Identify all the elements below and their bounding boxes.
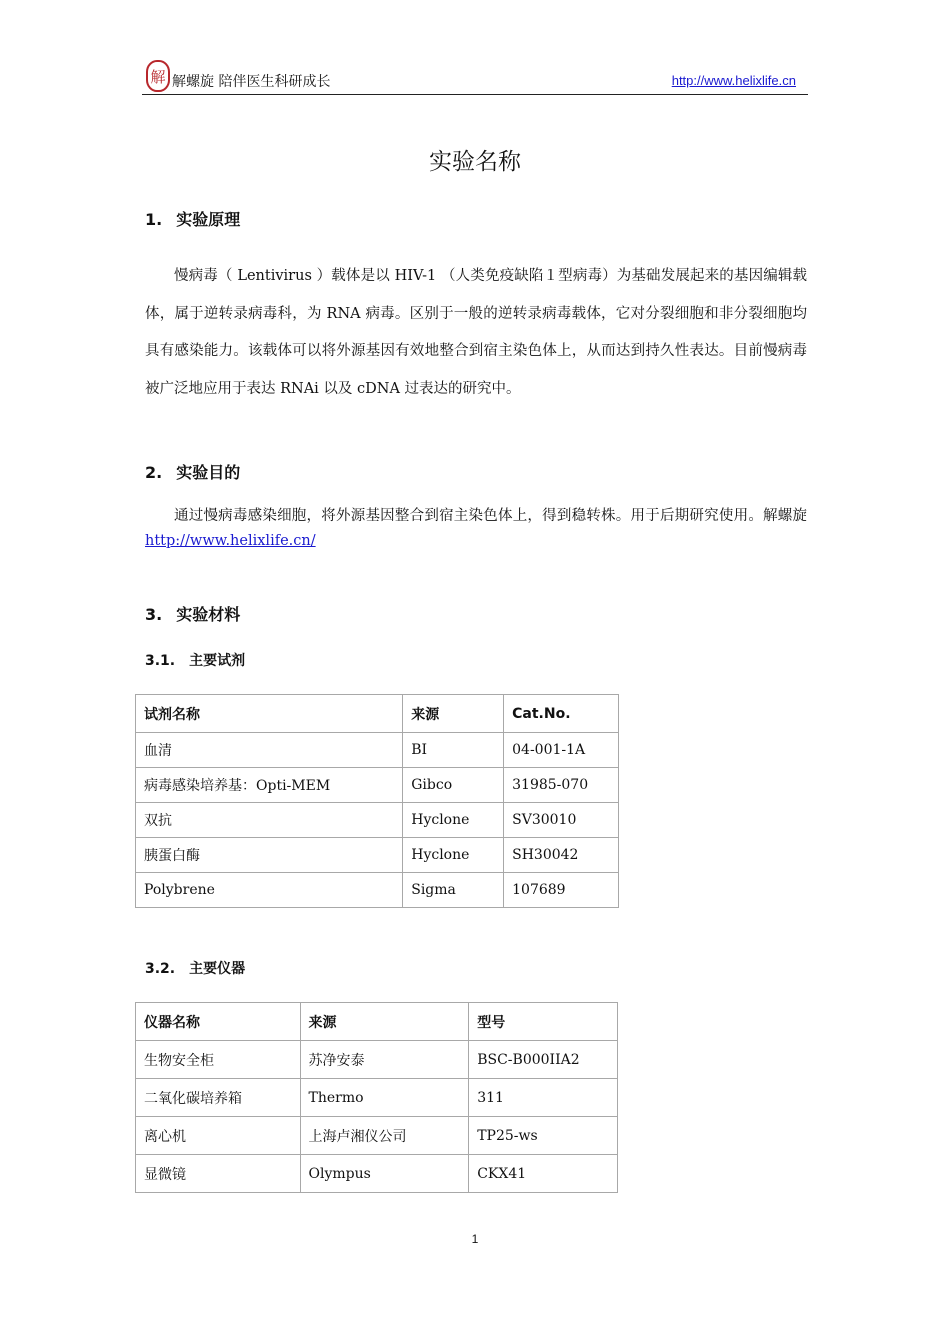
table-cell: BSC-B000IIA2 xyxy=(469,1041,618,1079)
column-header: 仪器名称 xyxy=(136,1003,301,1041)
reagents-table xyxy=(135,694,619,908)
principle-paragraph: 慢病毒（ Lentivirus ）载体是以 HIV-1 （人类免疫缺陷１型病毒）为基础发展起来的基因编辑载体，属于逆转录病毒科，为 RNA 病毒。区别于一般的逆转录病毒载体，它对分裂细胞和非分裂细胞均具有感染能力。该载体可以将外源基因有效地整合到宿主染色体上，从而达到持久性表达。目前慢病毒被广泛地应用于表达 RNAi 以及 cDNA 过表达的研究中。 xyxy=(145,268,807,397)
table-row xyxy=(136,873,619,908)
header-url-link[interactable]: http://www.helixlife.cn xyxy=(671,73,796,88)
table-cell: Gibco xyxy=(403,768,504,803)
table-cell: Hyclone xyxy=(403,838,504,873)
helixlife-logo-icon xyxy=(146,60,170,92)
column-header: 型号 xyxy=(469,1003,618,1041)
table-cell: Sigma xyxy=(403,873,504,908)
table-cell: BI xyxy=(403,733,504,768)
table-row xyxy=(136,1079,618,1117)
table-cell: 31985-070 xyxy=(504,768,619,803)
table-row xyxy=(136,733,619,768)
table-cell: 107689 xyxy=(504,873,619,908)
table-cell: 血清 xyxy=(136,733,403,768)
column-header: 来源 xyxy=(403,695,504,733)
table-cell: Thermo xyxy=(300,1079,469,1117)
table-cell: 04-001-1A xyxy=(504,733,619,768)
table-cell: 上海卢湘仪公司 xyxy=(300,1117,469,1155)
table-cell: Hyclone xyxy=(403,803,504,838)
table-row xyxy=(136,768,619,803)
helixlife-link[interactable]: http://www.helixlife.cn/ xyxy=(145,533,316,549)
table-cell: 生物安全柜 xyxy=(136,1041,301,1079)
table-row xyxy=(136,838,619,873)
subsection-heading-reagents: 3.1. 主要试剂 xyxy=(145,653,246,669)
table-cell: Olympus xyxy=(300,1155,469,1193)
header-brand: 解螺旋 陪伴医生科研成长 xyxy=(172,74,331,90)
table-row xyxy=(136,1041,618,1079)
page-number: 1 xyxy=(471,1232,479,1246)
table-cell: 311 xyxy=(469,1079,618,1117)
subsection-heading-instruments: 3.2. 主要仪器 xyxy=(145,961,246,977)
table-cell: 病毒感染培养基：Opti-MEM xyxy=(136,768,403,803)
table-cell: 苏净安泰 xyxy=(300,1041,469,1079)
table-cell: 双抗 xyxy=(136,803,403,838)
section-heading-materials: 3. 实验材料 xyxy=(145,605,241,624)
table-row xyxy=(136,1155,618,1193)
column-header: 试剂名称 xyxy=(136,695,403,733)
table-cell: 显微镜 xyxy=(136,1155,301,1193)
instruments-table xyxy=(135,1002,618,1193)
column-header: Cat.No. xyxy=(504,695,619,733)
table-cell: 离心机 xyxy=(136,1117,301,1155)
table-header-row xyxy=(136,695,619,733)
table-header-row xyxy=(136,1003,618,1041)
table-cell: Polybrene xyxy=(136,873,403,908)
table-row xyxy=(136,1117,618,1155)
page-header xyxy=(142,58,808,95)
purpose-paragraph: 通过慢病毒感染细胞，将外源基因整合到宿主染色体上，得到稳转株。用于后期研究使用。解螺旋 http://www.helixlife.cn/ xyxy=(145,508,807,549)
table-cell: SV30010 xyxy=(504,803,619,838)
table-cell: 胰蛋白酶 xyxy=(136,838,403,873)
svg-text:解: 解 xyxy=(150,68,166,86)
table-cell: CKX41 xyxy=(469,1155,618,1193)
table-row xyxy=(136,803,619,838)
page-title: 实验名称 xyxy=(429,149,521,175)
section-heading-purpose: 2. 实验目的 xyxy=(145,463,241,482)
table-cell: 二氧化碳培养箱 xyxy=(136,1079,301,1117)
table-cell: SH30042 xyxy=(504,838,619,873)
section-heading-principle: 1. 实验原理 xyxy=(145,210,241,229)
column-header: 来源 xyxy=(300,1003,469,1041)
table-cell: TP25-ws xyxy=(469,1117,618,1155)
